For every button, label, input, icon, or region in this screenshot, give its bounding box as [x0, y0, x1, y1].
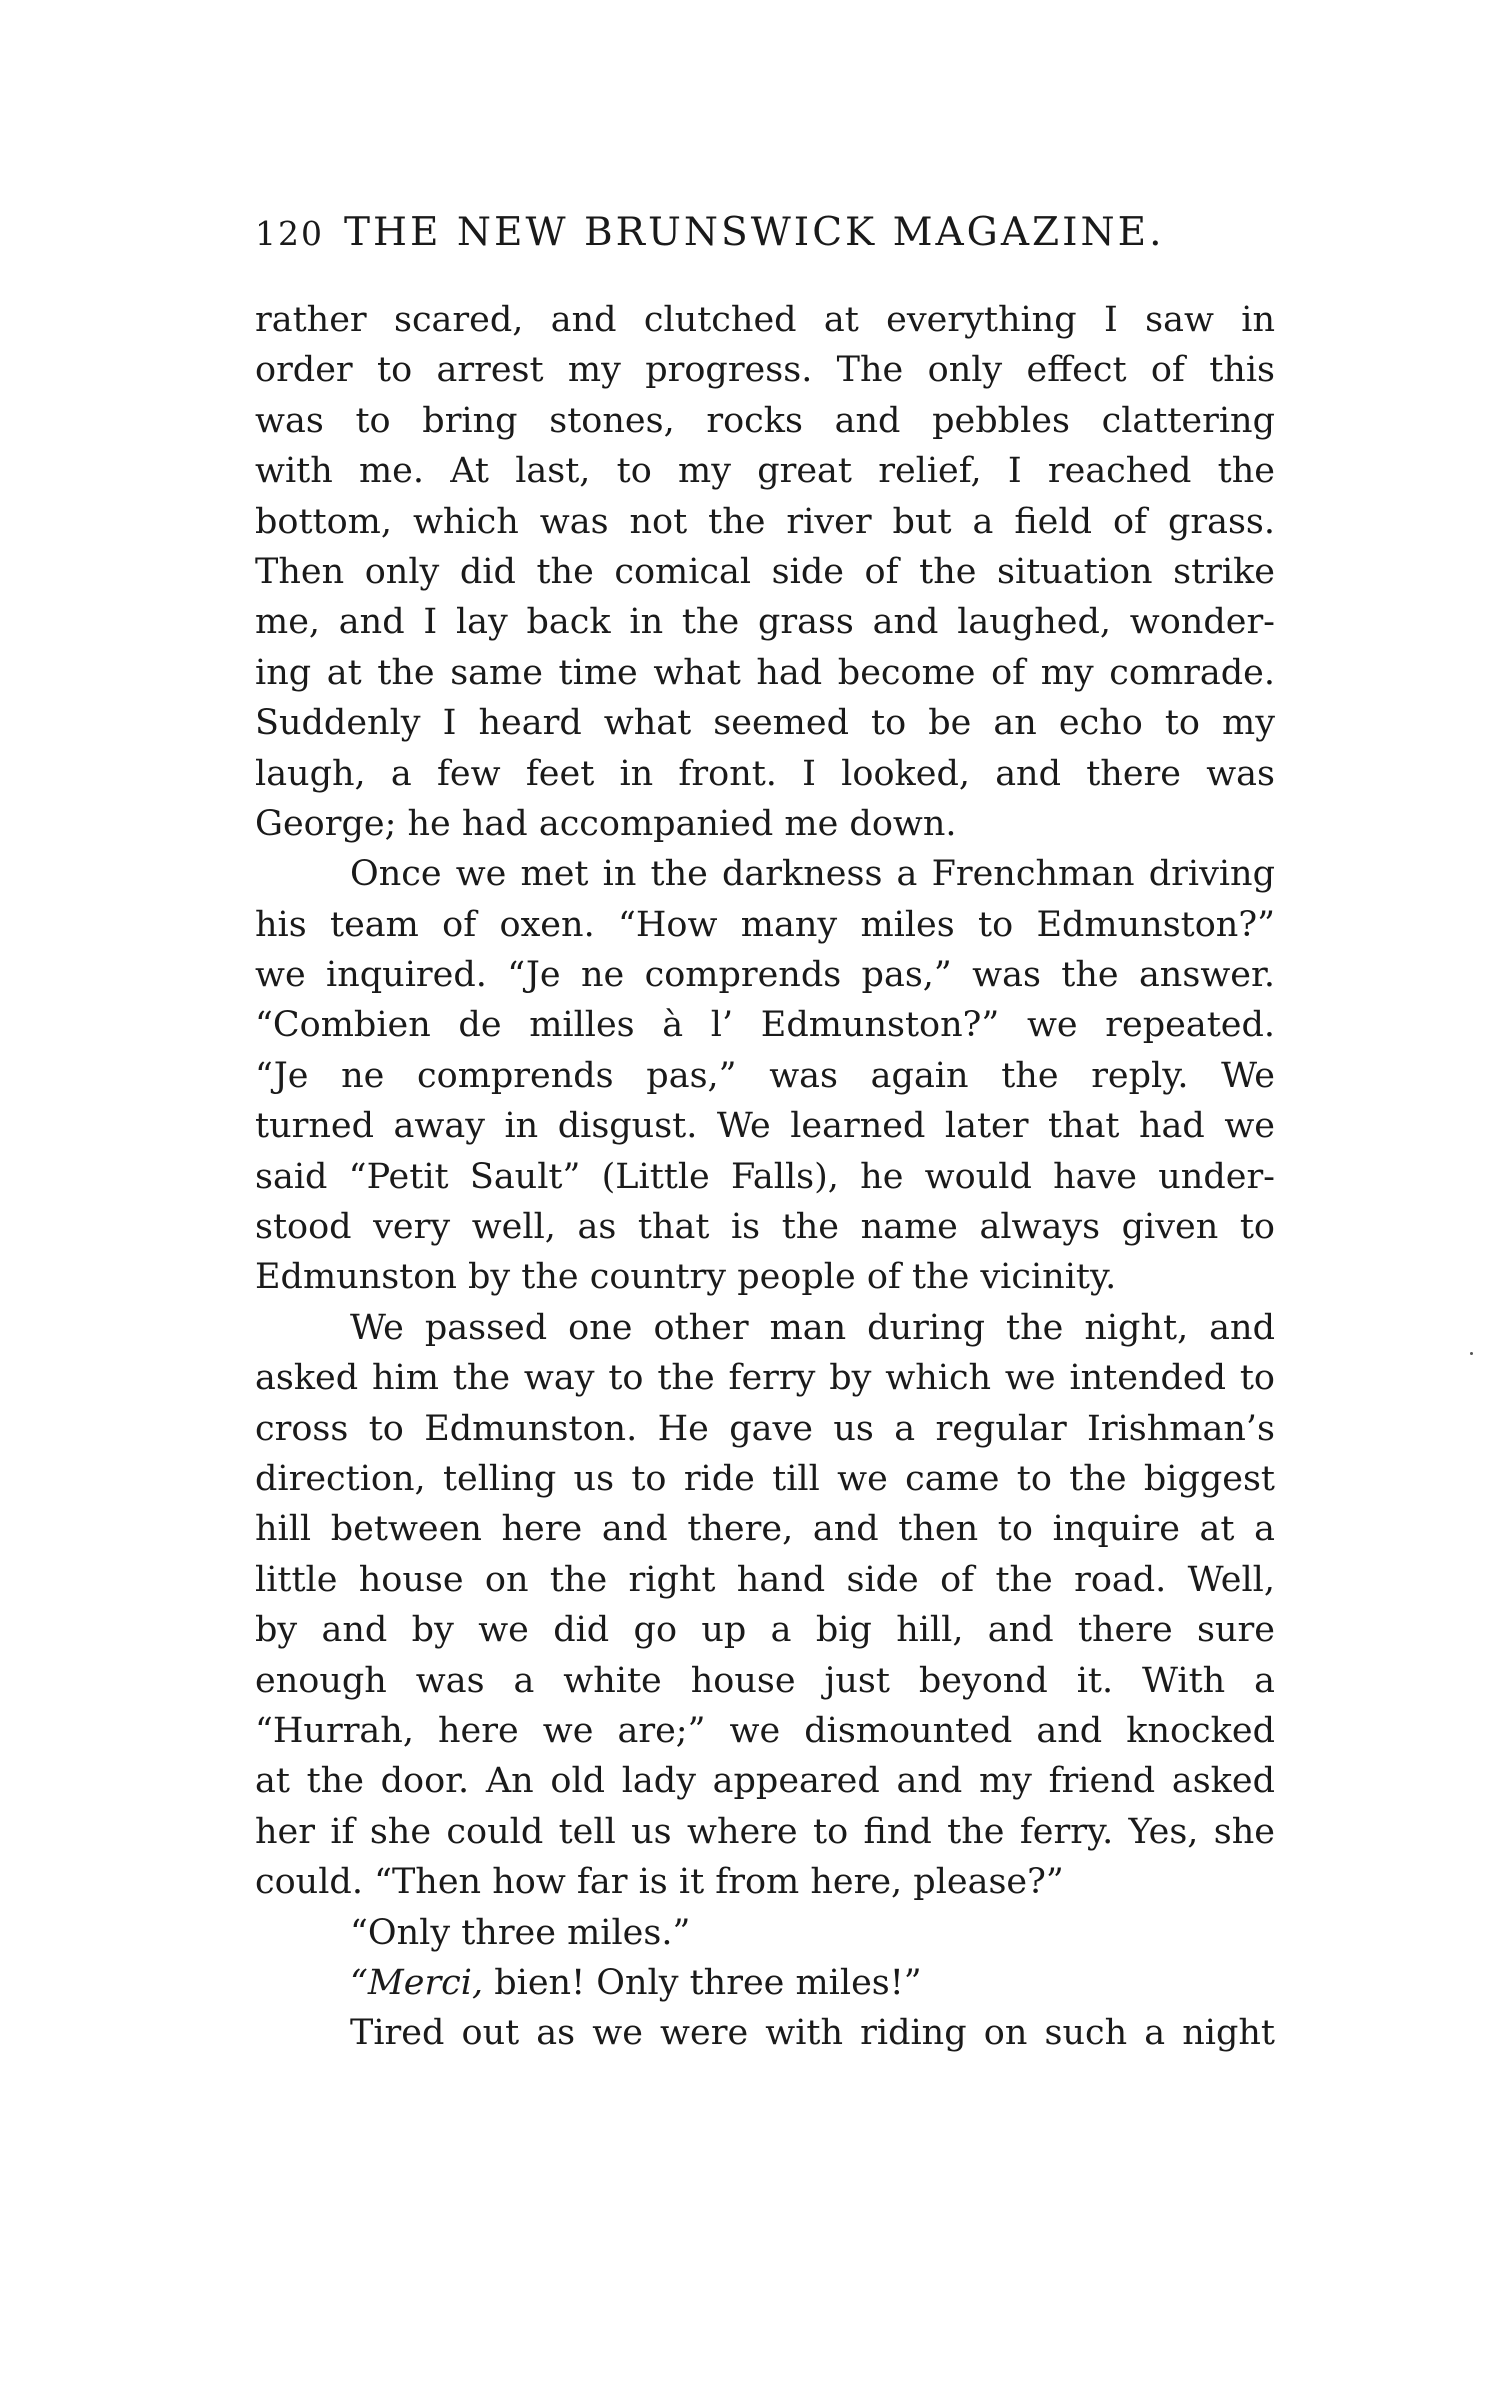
text-line: ing at the same time what had become of my comrade.	[255, 652, 1275, 693]
text-line: stood very well, as that is the name always given to	[255, 1207, 1275, 1248]
text-line: asked him the way to the ferry by which we intended to	[255, 1358, 1275, 1399]
text-line: little house on the right hand side of the road. Well,	[255, 1559, 1275, 1600]
text-line: Edmunston by the country people of the vicinity.	[255, 1257, 1117, 1298]
paragraph-3	[255, 1303, 1275, 1908]
text-line: Suddenly I heard what seemed to be an echo to my	[255, 703, 1275, 744]
text-line	[255, 1958, 1275, 2008]
text-line: order to arrest my progress. The only effect of this	[255, 350, 1275, 391]
text-line: bottom, which was not the river but a field of grass.	[255, 501, 1275, 542]
paragraph-6	[255, 2008, 1275, 2058]
text-line: Then only did the comical side of the situation strike	[255, 551, 1275, 592]
text-line: direction, telling us to ride till we came to the biggest	[255, 1458, 1275, 1499]
text-line: at the door. An old lady appeared and my friend asked	[255, 1761, 1275, 1802]
text-line: her if she could tell us where to find the ferry. Yes, she	[255, 1811, 1275, 1852]
paragraph-1	[255, 295, 1275, 849]
text-line: was to bring stones, rocks and pebbles clattering	[255, 400, 1275, 441]
text-line: We passed one other man during the night, and	[350, 1307, 1275, 1348]
line-remainder: bien! Only three miles!”	[483, 1962, 922, 2003]
text-line: his team of oxen. “How many miles to Edmunston?”	[255, 904, 1275, 945]
italic-word: “Merci,	[350, 1962, 484, 2003]
text-line: cross to Edmunston. He gave us a regular Irishman’s	[255, 1408, 1275, 1449]
text-line: we inquired. “Je ne comprends pas,” was the answer.	[255, 955, 1275, 996]
paragraph-5	[255, 1958, 1275, 2008]
text-line: “Hurrah, here we are;” we dismounted and knocked	[255, 1710, 1275, 1751]
text-line: me, and I lay back in the grass and laughed, wonder-	[255, 602, 1275, 643]
text-line: said “Petit Sault” (Little Falls), he would have under-	[255, 1156, 1275, 1197]
page-number: 120	[255, 214, 324, 253]
paragraph-2	[255, 849, 1275, 1303]
text-line: Once we met in the darkness a Frenchman driving	[350, 854, 1275, 895]
text-line: turned away in disgust. We learned later that had we	[255, 1106, 1275, 1147]
paragraph-4	[255, 1908, 1275, 1958]
text-line: hill between here and there, and then to inquire at a	[255, 1509, 1275, 1550]
text-line: enough was a white house just beyond it. With a	[255, 1660, 1275, 1701]
text-line: “Je ne comprends pas,” was again the reply. We	[255, 1055, 1275, 1096]
text-line: with me. At last, to my great relief, I reached the	[255, 451, 1275, 492]
text-line: “Combien de milles à l’ Edmunston?” we repeated.	[255, 1005, 1275, 1046]
body-text	[255, 295, 1275, 2059]
text-line: laugh, a few feet in front. I looked, and there was	[255, 753, 1275, 794]
running-head: THE NEW BRUNSWICK MAGAZINE.	[344, 210, 1165, 255]
text-line: Tired out as we were with riding on such a night	[350, 2013, 1275, 2054]
print-speck	[1470, 1352, 1473, 1355]
text-line: by and by we did go up a big hill, and there sure	[255, 1610, 1275, 1651]
text-line: could. “Then how far is it from here, please?”	[255, 1862, 1064, 1903]
page-header	[255, 210, 1275, 255]
text-line: “Only three miles.”	[350, 1912, 691, 1953]
text-line: George; he had accompanied me down.	[255, 803, 957, 844]
text-line: rather scared, and clutched at everything I saw in	[255, 300, 1275, 340]
